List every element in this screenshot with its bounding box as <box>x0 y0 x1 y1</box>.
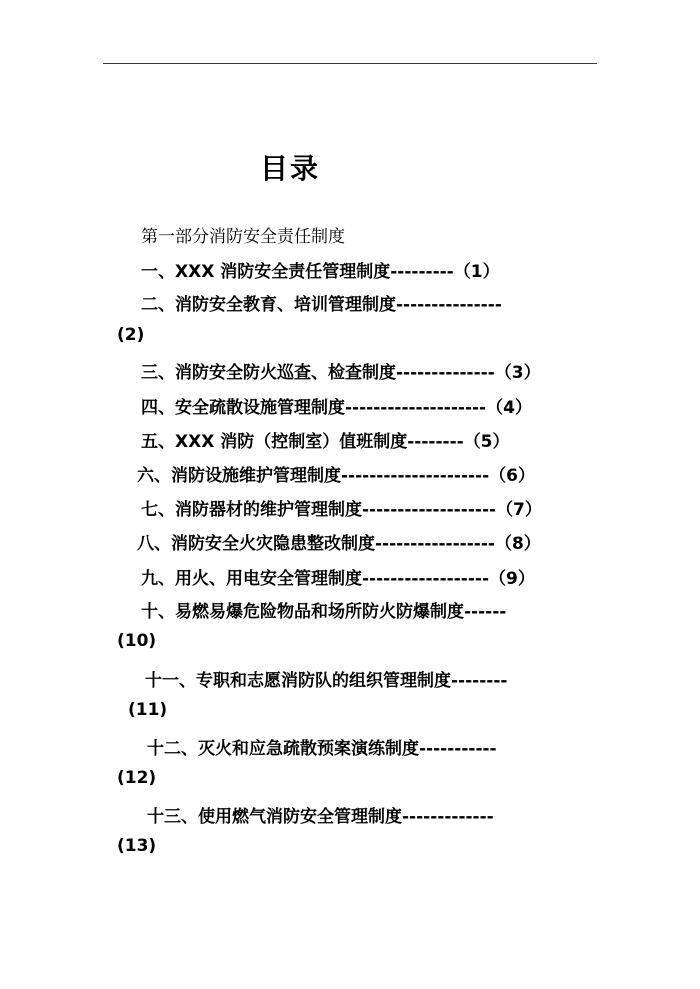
part-heading: 第一部分消防安全责任制度 <box>141 227 345 247</box>
toc-entry-text: 九、用火、用电安全管理制度------------------ <box>141 569 490 589</box>
toc-entry-page: （6） <box>489 466 536 486</box>
toc-entry-text: 六、消防设施维护管理制度--------------------- <box>137 466 490 486</box>
toc-entry-page: (10) <box>117 631 157 651</box>
toc-entry-12-page-line <box>117 768 156 788</box>
toc-entry-2-page-line <box>117 325 144 345</box>
toc-entry-page: （3） <box>494 363 541 383</box>
toc-entry-text: 四、安全疏散设施管理制度-------------------- <box>141 398 487 418</box>
toc-entry-6[interactable] <box>137 461 535 486</box>
toc-entry-10[interactable] <box>141 597 506 622</box>
toc-entry-text: 十二、灭火和应急疏散预案演练制度----------- <box>147 739 497 759</box>
toc-entry-3[interactable] <box>141 358 541 383</box>
toc-entry-text: 十三、使用燃气消防安全管理制度------------- <box>147 807 494 827</box>
toc-entry-text: 七、消防器材的维护管理制度------------------- <box>141 500 497 520</box>
toc-entry-11-page-line <box>128 700 167 720</box>
toc-entry-page: （1） <box>453 262 500 282</box>
toc-entry-13[interactable] <box>147 802 494 827</box>
toc-entry-13-page-line <box>117 836 156 856</box>
toc-entry-text: 五、XXX 消防（控制室）值班制度-------- <box>141 432 464 452</box>
toc-entry-2[interactable] <box>141 290 502 315</box>
toc-entry-12[interactable] <box>147 734 497 759</box>
toc-entry-page: （8） <box>494 534 541 554</box>
toc-entry-page: （5） <box>463 432 510 452</box>
toc-entry-5[interactable] <box>141 427 510 452</box>
page-title: 目录 <box>259 152 320 185</box>
toc-entry-page: (12) <box>117 768 157 788</box>
toc-entry-4[interactable] <box>141 393 532 418</box>
toc-entry-page: (13) <box>117 836 157 856</box>
toc-entry-text: 二、消防安全教育、培训管理制度--------------- <box>141 295 502 315</box>
toc-entry-text: 十、易燃易爆危险物品和场所防火防爆制度------ <box>141 602 507 622</box>
toc-entry-text: 八、消防安全火灾隐患整改制度----------------- <box>137 534 495 554</box>
toc-entry-page: (11) <box>128 700 168 720</box>
toc-entry-7[interactable] <box>141 495 542 520</box>
toc-entry-8[interactable] <box>137 529 541 554</box>
toc-entry-10-page-line <box>117 631 156 651</box>
toc-entry-9[interactable] <box>141 564 535 589</box>
toc-entry-1[interactable] <box>141 257 500 282</box>
toc-entry-text: 一、XXX 消防安全责任管理制度--------- <box>141 262 454 282</box>
toc-entry-11[interactable] <box>145 666 507 691</box>
toc-entry-page: （9） <box>489 569 535 589</box>
toc-entry-page: （7） <box>496 500 542 520</box>
toc-entry-page: (2) <box>117 325 145 345</box>
toc-entry-text: 十一、专职和志愿消防队的组织管理制度-------- <box>145 671 508 691</box>
toc-entry-text: 三、消防安全防火巡查、检查制度-------------- <box>141 363 495 383</box>
toc-entry-page: （4） <box>486 398 532 418</box>
header-rule <box>103 63 597 64</box>
